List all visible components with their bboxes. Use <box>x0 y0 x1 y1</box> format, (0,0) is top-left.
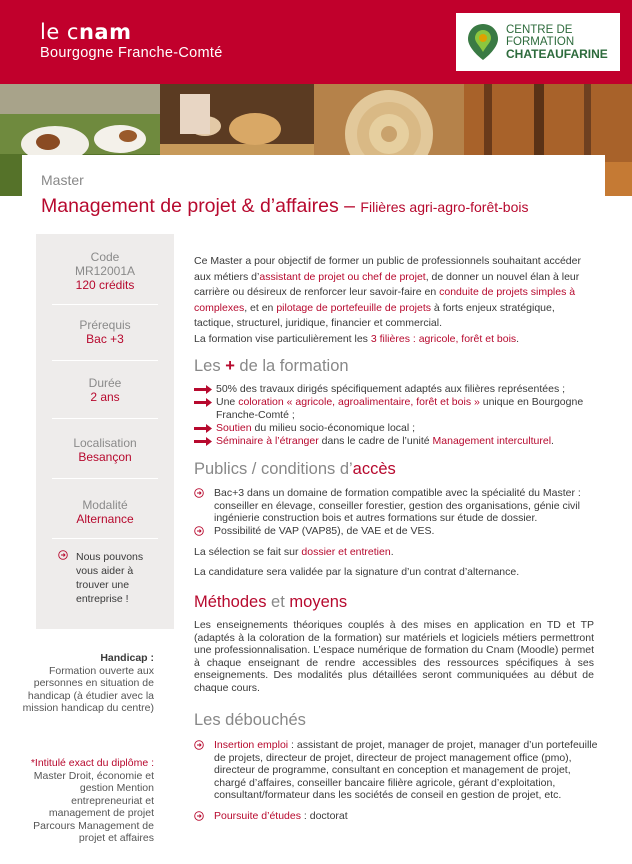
section-title-plus: Les + de la formation <box>194 357 349 375</box>
code-block: Code MR12001A 120 crédits <box>74 250 136 292</box>
duration-block: Durée 2 ans <box>88 376 122 404</box>
arrow-right-icon <box>194 437 212 446</box>
header-banner <box>0 0 632 84</box>
outlets-list <box>194 739 599 822</box>
selection-text: La sélection se fait sur dossier et entretien. <box>194 546 394 558</box>
diploma-note: *Intitulé exact du diplôme : Master Droit, économie et gestion Mention entrepreneuriat et management de projet Parcours Management de projet et affaires <box>30 757 154 844</box>
handicap-note: Handicap : Formation ouverte aux personnes en situation de handicap (à étudier avec la mission handicap du centre) <box>22 652 154 714</box>
location-block: Localisation Besançon <box>73 436 137 464</box>
list-item: Poursuite d’études : doctorat <box>194 810 599 823</box>
divider <box>52 478 158 479</box>
list-item: Soutien du milieu socio-économique local ; <box>194 422 599 435</box>
candidature-text: La candidature sera validée par la signature d’un contrat d’alternance. <box>194 566 520 578</box>
list-item: 50% des travaux dirigés spécifiquement adaptés aux filières représentées ; <box>194 383 599 396</box>
cnam-logo: le cnam <box>40 20 132 44</box>
section-title-publics: Publics / conditions d’accès <box>194 460 396 478</box>
plus-list <box>194 383 599 448</box>
arrow-circle-icon <box>58 550 68 560</box>
arrow-circle-icon <box>194 740 204 750</box>
intro-paragraph: Ce Master a pour objectif de former un public de professionnels souhaitant accéder aux métiers d’assistant de projet ou chef de projet, de donner un nouvel élan à leur carrière ou désireux de renforcer leur savoir-faire en conduite de projets simples à complexes, et en pilotage de portefeuille de projets à forts enjeux stratégique, tactique, structurel, juridique, financier et commercial. La formation vise particulièrement les 3 filières : agricole, forêt et bois. <box>194 255 581 345</box>
region-name: Bourgogne Franche-Comté <box>40 45 223 61</box>
partner-logo <box>456 13 620 71</box>
list-item: Possibilité de VAP (VAP85), de VAE et de VES. <box>194 525 599 538</box>
prereq-block: Prérequis Bac +3 <box>79 318 131 346</box>
list-item: Séminaire à l’étranger dans le cadre de l’unité Management interculturel. <box>194 435 599 448</box>
methods-paragraph: Les enseignements théoriques couplés à des mises en application en TD et TP (adaptés à la coloration de la formation) sur matériels et logiciels métiers permettront une professionnalisation. L’espace numérique de formation du Cnam (Moodle) permet à chaque enseignant de rendre accessibles des ressources spécifiques à ses enseignements. Des modalités plus détaillées seront communiquées au début de chaque cours. <box>194 619 594 694</box>
divider <box>52 360 158 361</box>
divider <box>52 304 158 305</box>
title-band <box>22 155 605 231</box>
arrow-circle-icon <box>194 488 204 498</box>
modality-block: Modalité Alternance <box>76 498 134 526</box>
section-title-outlets: Les débouchés <box>194 711 306 729</box>
divider <box>52 538 158 539</box>
publics-list <box>194 487 599 537</box>
location-pin-icon <box>466 22 500 62</box>
arrow-circle-icon <box>194 811 204 821</box>
arrow-circle-icon <box>194 526 204 536</box>
arrow-right-icon <box>194 398 212 407</box>
help-note: Nous pouvons vous aider à trouver une entreprise ! <box>76 551 144 605</box>
list-item: Insertion emploi : assistant de projet, manager de projet, manager d’un portefeuille de projets, directeur de projet, directeur de project management office (pmo), directeur de programme, consultant en conception et management de projet, chargé d’affaires, conseiller bancaire filière agricole, gérant d’exploitation, consultant/formateur dans les sociétés de conseil en gestion de projet, etc. <box>194 739 599 802</box>
arrow-right-icon <box>194 424 212 433</box>
arrow-right-icon <box>194 385 212 394</box>
degree-type: Master <box>41 172 84 188</box>
page-title: Management de projet & d’affaires – Filières agri-agro-forêt-bois <box>41 195 529 217</box>
partner-name: CENTRE DE FORMATION CHATEAUFARINE <box>506 24 608 61</box>
list-item: Bac+3 dans un domaine de formation compatible avec la spécialité du Master : conseiller en élevage, conseiller forestier, gestion des organisations, génie civil ingénierie construction bois et autres formations sur étude de dossier. <box>194 487 599 525</box>
section-title-methods: Méthodes et moyens <box>194 593 348 611</box>
list-item: Une coloration « agricole, agroalimentaire, forêt et bois » unique en Bourgogne Franche-Comté ; <box>194 396 599 422</box>
divider <box>52 418 158 419</box>
